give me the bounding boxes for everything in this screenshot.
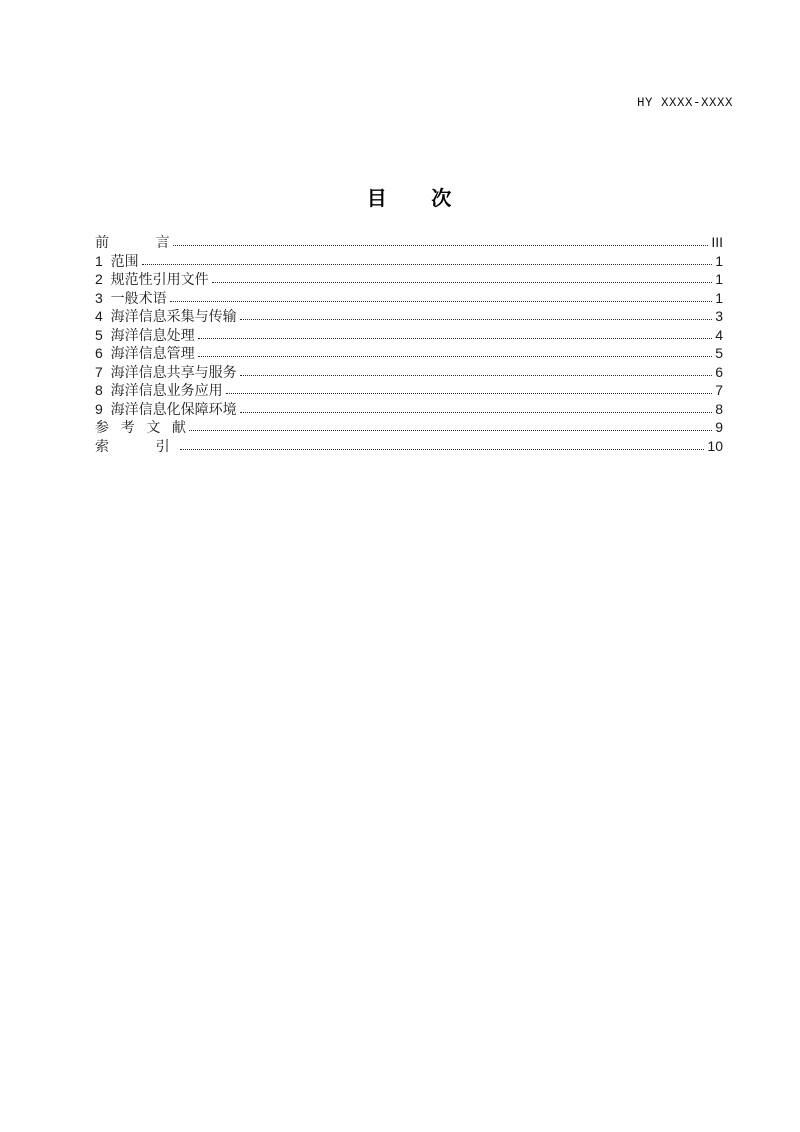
- toc-entry-page-number: 7: [715, 382, 723, 398]
- toc-dot-leader: [226, 393, 713, 394]
- toc-dot-leader: [240, 319, 713, 320]
- toc-entry-page-number: 6: [715, 363, 723, 380]
- toc-entry[interactable]: [95, 400, 723, 419]
- toc-dot-leader: [142, 264, 713, 265]
- toc-entry[interactable]: [95, 326, 723, 345]
- toc-entry[interactable]: [95, 270, 723, 289]
- toc-entry-page-number: 5: [715, 345, 723, 361]
- toc-entry-label: 9 海洋信息化保障环境: [95, 400, 237, 417]
- toc-entry-label: 6 海洋信息管理: [95, 345, 195, 361]
- toc-entry-page-number: 1: [715, 271, 723, 287]
- toc-dot-leader: [173, 245, 709, 246]
- toc-entry[interactable]: [95, 289, 723, 308]
- toc-entry-page-number: 3: [715, 308, 723, 324]
- toc-entry-label: 4 海洋信息采集与传输: [95, 308, 237, 324]
- toc-entry-page-number: 4: [715, 326, 723, 343]
- toc-entry[interactable]: [95, 307, 723, 326]
- toc-entry[interactable]: [95, 344, 723, 363]
- toc-entry-page-number: 1: [715, 252, 723, 269]
- toc-dot-leader: [170, 301, 713, 302]
- toc-entry[interactable]: [95, 252, 723, 271]
- toc-entry-label: 1 范围: [95, 252, 139, 269]
- toc-entry-label: 索 引: [95, 437, 178, 454]
- toc-dot-leader: [198, 356, 713, 357]
- toc-entry-page-number: 10: [707, 437, 723, 454]
- toc-entry-page-number: 1: [715, 289, 723, 306]
- toc-dot-leader: [240, 412, 713, 413]
- toc-entry-label: 3 一般术语: [95, 289, 167, 306]
- toc-entry[interactable]: [95, 363, 723, 382]
- toc-dot-leader: [212, 282, 713, 283]
- toc-entry[interactable]: [95, 418, 723, 437]
- toc-dot-leader: [198, 338, 713, 339]
- toc-entry[interactable]: [95, 233, 723, 252]
- toc-entry-label: 8 海洋信息业务应用: [95, 382, 223, 398]
- toc-entry-label: 5 海洋信息处理: [95, 326, 195, 343]
- toc-page-title: 目 次: [366, 188, 452, 210]
- toc-entry-page-number: 8: [715, 400, 723, 417]
- standard-number-header: HY XXXX-XXXX: [636, 96, 733, 110]
- toc-entry[interactable]: [95, 437, 723, 456]
- toc-entry[interactable]: [95, 381, 723, 400]
- toc-entry-label: 参 考 文 献: [95, 419, 187, 435]
- toc-dot-leader: [180, 449, 704, 450]
- toc-dot-leader: [189, 430, 712, 431]
- toc-entry-page-number: III: [711, 234, 723, 250]
- toc-entry-label: 前 言: [95, 234, 170, 250]
- toc-entry-label: 7 海洋信息共享与服务: [95, 363, 237, 380]
- toc-dot-leader: [240, 375, 713, 376]
- table-of-contents: [95, 233, 723, 455]
- toc-entry-page-number: 9: [715, 419, 723, 435]
- toc-entry-label: 2 规范性引用文件: [95, 271, 209, 287]
